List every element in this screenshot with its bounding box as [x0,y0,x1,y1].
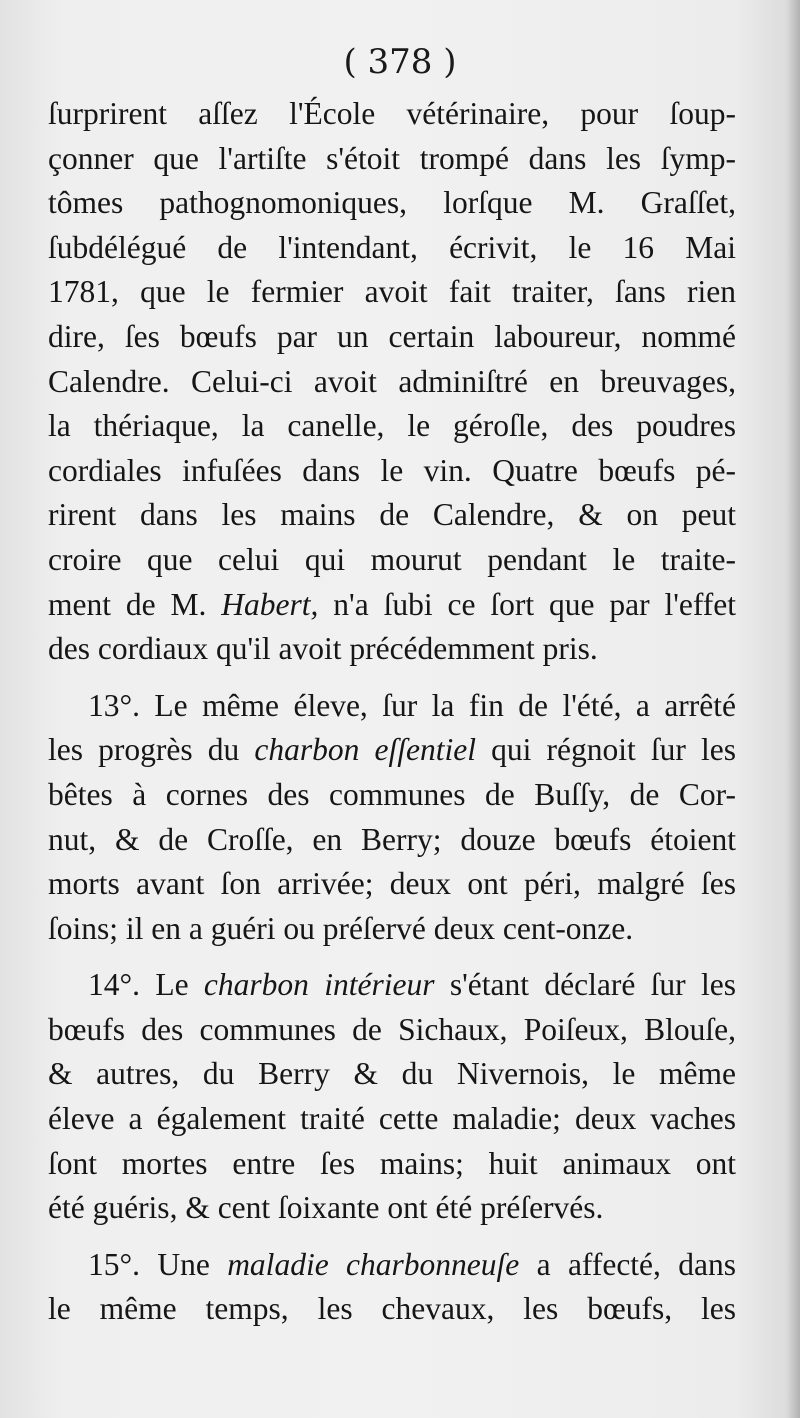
text-line: le même temps, les chevaux, les bœufs, les [48,1291,736,1327]
paragraph-13-first-line: 13°. Le même éleve, ſur la fin de l'été, a arrêté [88,687,736,723]
text-line: dire, ſes bœufs par un certain laboureur, nommé [48,318,736,354]
paragraph-gap [48,672,736,684]
text-line: tômes pathognomoniques, lorſque M. Graſſet, [48,185,736,221]
text-line: des cordiaux qu'il avoit précédemment pris. [48,631,598,667]
text-line [48,728,736,773]
text-line: rirent dans les mains de Calendre, & on peut [48,497,736,533]
italic-name: Habert, [221,586,319,622]
text-line: ſubdélégué de l'intendant, écrivit, le 16 Mai [48,229,736,265]
text-line: morts avant ſon arrivée; deux ont péri, malgré ſes [48,866,736,902]
page-spine-shadow [786,0,800,1418]
text-line: Calendre. Celui-ci avoit adminiſtré en breuvages, [48,363,736,399]
text-line: bœufs des communes de Sichaux, Poiſeux, Blouſe, [48,1011,736,1047]
text-line: la thériaque, la canelle, le géroſle, des poudres [48,408,736,444]
text-line: & autres, du Berry & du Nivernois, le même [48,1056,736,1092]
text-fragment: les progrès du [48,732,255,768]
text-fragment: a affecté, dans [519,1246,736,1282]
text-fragment: ment de M. [48,586,222,622]
text-line: cordiales infuſées dans le vin. Quatre bœufs pé- [48,452,736,488]
paragraph-15-first-line [48,1243,736,1288]
text-fragment: n'a ſubi ce ſort que par l'effet [318,586,736,622]
text-line [48,583,736,628]
text-line: croire que celui qui mourut pendant le traite- [48,541,736,577]
italic-term: charbon intérieur [203,967,435,1003]
paragraph-14-first-line [48,963,736,1008]
text-fragment: 15°. Une [88,1246,228,1282]
text-line: bêtes à cornes des communes de Buſſy, de Cor- [48,776,736,812]
text-fragment: qui régnoit ſur les [475,732,736,768]
page-number: ( 378 ) [343,42,457,82]
text-line: ſurprirent aſſez l'École vétérinaire, pour ſoup- [48,96,736,131]
text-fragment: s'étant déclaré ſur les [434,967,736,1003]
paragraph-gap [48,951,736,963]
text-fragment: 14°. Le [88,967,204,1003]
text-line: été guéris, & cent ſoixante ont été préſervés. [48,1190,604,1226]
italic-term: maladie charbonneuſe [227,1246,520,1282]
text-line: ſont mortes entre ſes mains; huit animaux ont [48,1145,736,1181]
paragraph-gap [48,1231,736,1243]
text-line: 1781, que le fermier avoit fait traiter, ſans rien [48,274,736,310]
text-line: çonner que l'artiſte s'étoit trompé dans les ſymp- [48,140,736,176]
text-line: nut, & de Croſſe, en Berry; douze bœufs étoient [48,821,736,857]
italic-term: charbon eſſentiel [254,732,476,768]
page-body-text [48,92,736,1332]
text-line: ſoins; il en a guéri ou préſervé deux cent-onze. [48,910,634,946]
text-line: éleve a également traité cette maladie; deux vaches [48,1101,736,1137]
